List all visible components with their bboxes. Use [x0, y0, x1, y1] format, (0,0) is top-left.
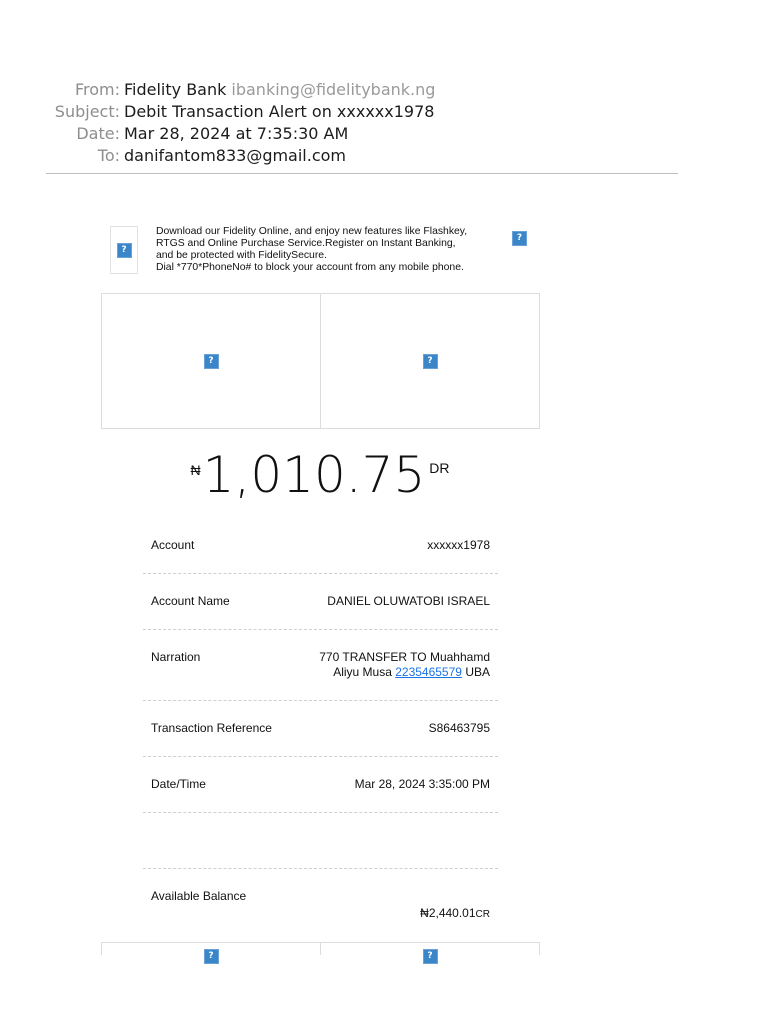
to-row	[0, 146, 768, 168]
banner-images	[101, 293, 540, 429]
date-label: Date:	[76, 124, 120, 143]
broken-image-icon: ?	[423, 949, 438, 964]
banner-image-right[interactable]	[320, 294, 539, 428]
broken-image-icon: ?	[204, 949, 219, 964]
phone-number-link[interactable]: 2235465579	[395, 665, 462, 679]
broken-image-icon: ?	[423, 354, 438, 369]
subject-label: Subject:	[54, 102, 120, 121]
datetime-value: Mar 28, 2024 3:35:00 PM	[354, 777, 490, 791]
to-label: To:	[97, 146, 120, 165]
mail-header	[0, 80, 768, 168]
banner-image-left[interactable]	[102, 294, 320, 428]
header-divider	[46, 173, 678, 174]
promo-text	[156, 226, 501, 274]
amount-block	[0, 440, 640, 510]
sender-address[interactable]: ibanking@fidelitybank.ng	[231, 80, 436, 99]
transaction-amount	[190, 440, 449, 510]
date-row	[0, 124, 768, 146]
bottom-banner-right[interactable]	[320, 943, 539, 961]
subject-row	[0, 102, 768, 124]
detail-row-narration	[143, 630, 498, 701]
balance-amount: ₦2,440.01	[420, 906, 476, 920]
from-value	[124, 80, 435, 99]
currency-symbol: ₦	[190, 462, 201, 478]
narration-name: Aliyu Musa	[333, 665, 392, 679]
bottom-banner-left[interactable]	[102, 943, 320, 961]
from-row	[0, 80, 768, 102]
balance-value	[151, 906, 490, 922]
promo-line: RTGS and Online Purchase Service.Register on Instant Banking,	[156, 238, 456, 249]
sender-name[interactable]: Fidelity Bank	[124, 80, 227, 99]
balance-type: CR	[475, 909, 490, 920]
from-label: From:	[74, 80, 120, 99]
narration-label: Narration	[151, 650, 201, 664]
reference-label: Transaction Reference	[151, 721, 272, 735]
narration-line: 770 TRANSFER TO Muahhamd	[319, 650, 490, 664]
detail-row-account	[143, 518, 498, 574]
detail-row-reference	[143, 701, 498, 757]
reference-value: S86463795	[428, 721, 490, 735]
account-name-value: DANIEL OLUWATOBI ISRAEL	[327, 594, 490, 608]
subject-value: Debit Transaction Alert on xxxxxx1978	[124, 102, 435, 121]
amount-value: 1,010.75	[202, 446, 426, 504]
promo-line: and be protected with FidelitySecure.	[156, 250, 327, 261]
promo-image-right[interactable]	[512, 227, 527, 246]
narration-bank: UBA	[465, 665, 490, 679]
account-label: Account	[151, 538, 195, 552]
balance-label: Available Balance	[151, 889, 247, 903]
promo-line: Download our Fidelity Online, and enjoy new features like Flashkey,	[156, 226, 468, 237]
bottom-banner-images	[101, 942, 540, 961]
broken-image-icon: ?	[117, 243, 132, 258]
account-value: xxxxxx1978	[427, 538, 490, 552]
transaction-details	[143, 518, 498, 943]
account-name-label: Account Name	[151, 594, 230, 608]
narration-value	[319, 650, 490, 680]
amount-type: DR	[429, 460, 450, 476]
detail-row-account-name	[143, 574, 498, 630]
broken-image-icon: ?	[512, 231, 527, 246]
detail-row-empty	[143, 813, 498, 869]
recipient-address[interactable]: danifantom833@gmail.com	[124, 146, 347, 165]
broken-image-icon: ?	[204, 354, 219, 369]
detail-row-datetime	[143, 757, 498, 813]
detail-row-balance	[143, 869, 498, 943]
date-value: Mar 28, 2024 at 7:35:30 AM	[124, 124, 349, 143]
datetime-label: Date/Time	[151, 777, 206, 791]
promo-image-left[interactable]	[110, 226, 138, 274]
promo-line: Dial *770*PhoneNo# to block your account from any mobile phone.	[156, 262, 464, 273]
